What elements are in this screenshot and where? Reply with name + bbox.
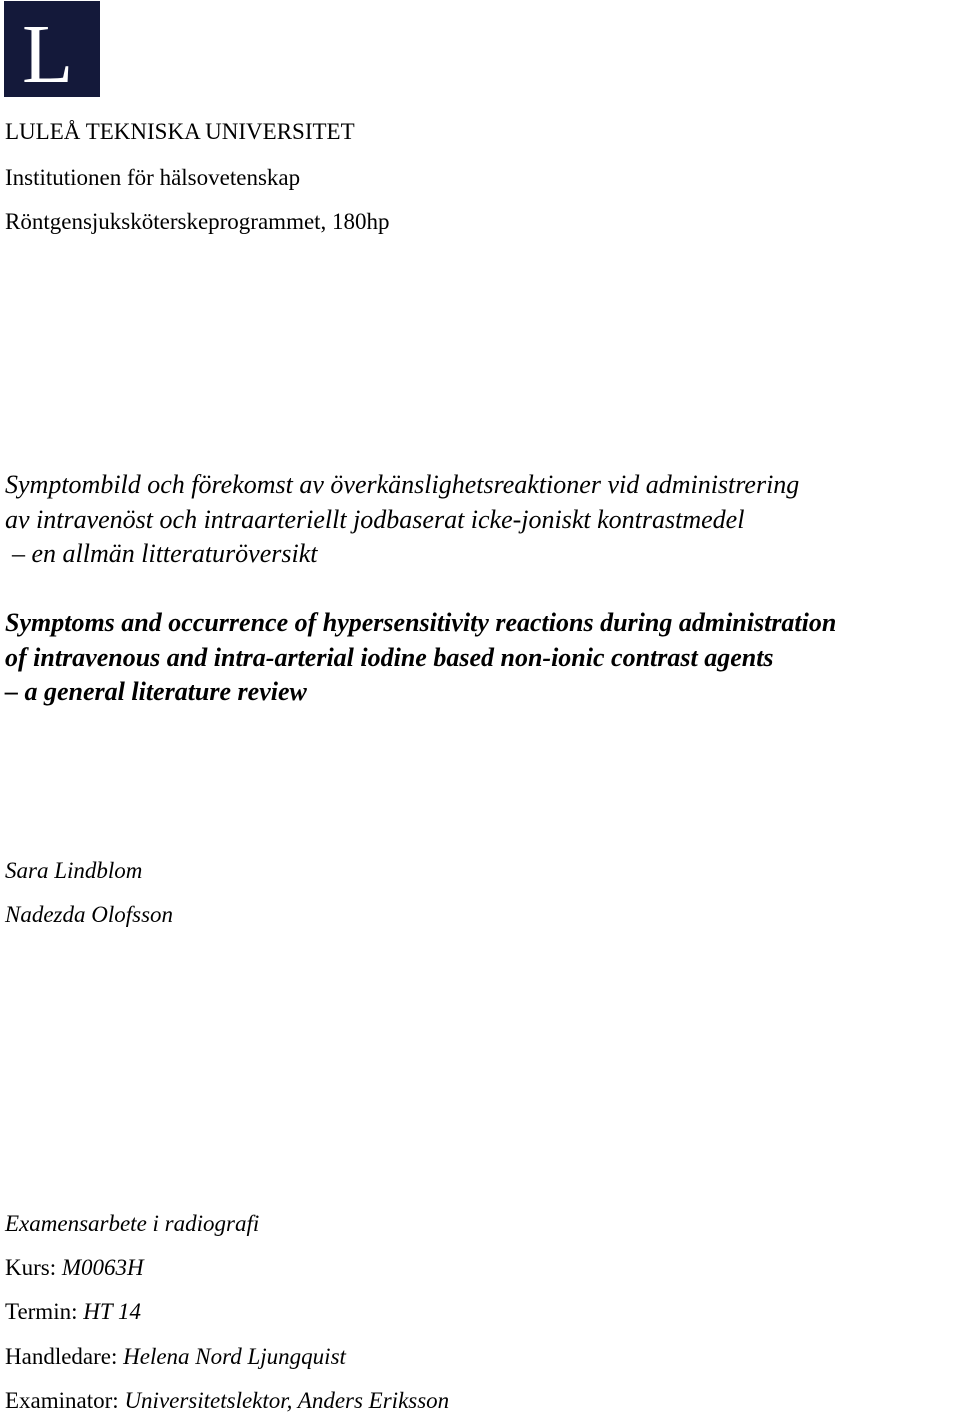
term-value: HT 14 <box>83 1299 141 1324</box>
term-label: Termin: <box>5 1299 84 1324</box>
title-english-line-2: of intravenous and intra-arterial iodine based non-ionic contrast agents <box>5 643 774 672</box>
title-english-line-1: Symptoms and occurrence of hypersensitivity reactions during administration <box>5 608 837 637</box>
examiner-label: Examinator: <box>5 1388 125 1413</box>
author-1: Sara Lindblom <box>5 858 143 883</box>
department-name: Institutionen för hälsovetenskap <box>5 165 301 190</box>
university-name: LULEÅ TEKNISKA UNIVERSITET <box>5 119 355 144</box>
course-value: M0063H <box>61 1255 144 1280</box>
examiner-value: Universitetslektor, Anders Eriksson <box>124 1388 450 1413</box>
university-logo <box>4 1 100 97</box>
course-row <box>5 1256 144 1279</box>
supervisor-value: Helena Nord Ljungquist <box>123 1344 346 1369</box>
author-2: Nadezda Olofsson <box>5 902 174 927</box>
title-english-line-3: – a general literature review <box>5 677 307 706</box>
title-swedish-line-3: – en allmän litteraturöversikt <box>12 539 318 568</box>
logo-letter-l <box>4 1 100 97</box>
course-label: Kurs: <box>5 1255 62 1280</box>
thesis-type: Examensarbete i radiografi <box>5 1211 260 1236</box>
supervisor-label: Handledare: <box>5 1344 124 1369</box>
title-swedish-line-1: Symptombild och förekomst av överkänslighetsreaktioner vid administrering <box>5 470 800 499</box>
programme-name: Röntgensjuksköterskeprogrammet, 180hp <box>5 209 390 234</box>
term-row <box>5 1300 141 1323</box>
title-swedish-line-2: av intravenöst och intraarteriellt jodbaserat icke-joniskt kontrastmedel <box>5 505 745 534</box>
supervisor-row <box>5 1345 346 1368</box>
logo-letter: L <box>22 8 74 97</box>
examiner-row <box>5 1389 449 1412</box>
